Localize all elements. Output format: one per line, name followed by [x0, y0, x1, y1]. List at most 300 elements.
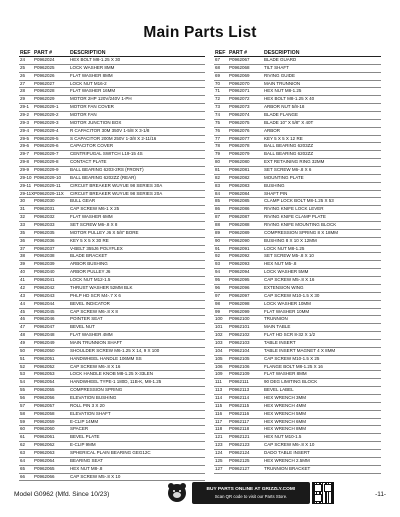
part-number: P0962114 [229, 394, 250, 400]
table-row [214, 143, 381, 151]
part-ref: 109 [215, 371, 223, 377]
table-row [214, 450, 381, 458]
part-description: HEX NUT M8-.8 [70, 465, 103, 471]
table-row [214, 198, 381, 206]
part-number: P0962100 [229, 316, 250, 322]
part-ref: 127 [215, 465, 223, 471]
part-number: P0962059 [34, 418, 55, 424]
part-number: P0962055 [34, 387, 55, 393]
part-ref: 29-5 [20, 135, 30, 141]
part-number: P0962102 [229, 332, 250, 338]
part-number: P0962052 [34, 363, 55, 369]
part-number: P0962029-10 [34, 174, 62, 180]
part-number: P0962097 [229, 292, 250, 298]
part-ref: 47 [20, 324, 26, 330]
table-row [214, 136, 381, 144]
table-row [19, 143, 205, 151]
table-row [214, 206, 381, 214]
part-ref: 45 [20, 308, 26, 314]
part-number: P0962029-4 [34, 127, 59, 133]
part-ref: 124 [215, 449, 223, 455]
part-description: HEX NUT M8-1.25 [264, 88, 302, 94]
part-number: P0962118 [229, 426, 250, 432]
table-row [19, 387, 205, 395]
part-number: P0962091 [229, 245, 250, 251]
part-description: EXT RETAINING RING 32MM [264, 159, 325, 165]
table-row [19, 309, 205, 317]
part-number: P0962077 [229, 135, 250, 141]
part-number: P0962029-7 [34, 151, 59, 157]
table-row [19, 301, 205, 309]
part-number: P0962029-6 [34, 143, 59, 149]
part-number: P0962079 [229, 151, 250, 157]
part-description: ELEVATION BUSHING [70, 394, 117, 400]
part-ref: 29-11 [20, 182, 32, 188]
part-number: P0962080 [229, 159, 250, 165]
table-row [214, 261, 381, 269]
table-row [19, 403, 205, 411]
part-ref: 105 [215, 355, 223, 361]
part-number: P0962104 [229, 347, 250, 353]
table-row [214, 151, 381, 159]
part-number: P0962115 [229, 402, 250, 408]
table-row [19, 277, 205, 285]
part-ref: 25 [20, 64, 26, 70]
table-row [19, 285, 205, 293]
part-description: HEX BOLT M8-1.25 X 30 [70, 57, 121, 62]
model-label: Model G0962 (Mfd. Since 10/23) [14, 491, 110, 498]
table-row [19, 57, 205, 65]
part-ref: 91 [215, 245, 221, 251]
part-description: LOCK WASHER 8MM [70, 64, 115, 70]
part-ref: 70 [215, 80, 221, 86]
table-row [19, 395, 205, 403]
part-number: P0962028 [34, 88, 55, 94]
part-description: BLADE FLANGE [264, 112, 299, 118]
part-number: P0962056 [34, 394, 55, 400]
part-ref: 42 [20, 284, 26, 290]
part-ref: 39 [20, 261, 26, 267]
table-row [19, 191, 205, 199]
part-ref: 29-1 [20, 104, 30, 110]
part-ref: 99 [215, 308, 221, 314]
part-number: P0962124 [229, 449, 250, 455]
part-description: KEY 5 X 5 X 30 RE [70, 237, 109, 243]
part-ref: 60 [20, 426, 26, 432]
part-description: FLAT WASHER 4MM [70, 332, 113, 338]
part-description: RIVING GUIDE [264, 72, 296, 78]
part-description: MAIN TABLE [264, 324, 291, 330]
table-row [214, 419, 381, 427]
part-ref: 121 [215, 434, 223, 440]
table-row [19, 269, 205, 277]
table-row [214, 65, 381, 73]
table-row [19, 230, 205, 238]
part-number: P0962083 [229, 182, 250, 188]
parts-table-right [214, 47, 381, 474]
part-description: HEX WRENCH 8MM [264, 426, 307, 432]
table-row [214, 411, 381, 419]
part-ref: 24 [20, 57, 26, 62]
part-description: BEVEL LABEL [264, 387, 294, 393]
part-description: HEX WRENCH 4MM [264, 402, 307, 408]
part-description: HEX NUT M5-.8 [264, 261, 297, 267]
part-ref: 103 [215, 339, 223, 345]
table-row [19, 293, 205, 301]
part-number: P0962043 [34, 292, 55, 298]
table-row [19, 112, 205, 120]
part-ref: 46 [20, 316, 26, 322]
part-number: P0962038 [34, 253, 55, 259]
part-description: FLAT WASHER 8MM [264, 371, 307, 377]
part-description: CIRCUIT BREAKER WUYUE 98 SERIES 30A [70, 182, 163, 188]
part-description: RIVING KNIFE LOCK LEVER [264, 206, 324, 212]
part-number: P0962036 [34, 237, 55, 243]
part-description: SPACER [70, 426, 89, 432]
part-description: ARBOR [264, 127, 281, 133]
part-description: SHOULDER SCREW M6-1.25 X 14, 9 X 100 [70, 347, 160, 353]
part-description: HEX WRENCH 3MM [264, 394, 307, 400]
part-number: P0962042 [34, 284, 55, 290]
table-row [19, 316, 205, 324]
table-row [19, 159, 205, 167]
part-ref: 29-11X [20, 190, 35, 196]
part-description: SET SCREW M6-.8 X 8 [70, 222, 118, 228]
part-description: CAP SCREW M5-.8 X 10 [70, 473, 121, 479]
part-number: P0962029-3 [34, 119, 59, 125]
part-description: FLAT WASHER 8MM [70, 72, 113, 78]
part-number: P0962049 [34, 339, 55, 345]
part-description: BUSHING [264, 182, 285, 188]
part-ref: 61 [20, 434, 26, 440]
part-number: P0962089 [229, 229, 250, 235]
table-body-left [19, 57, 205, 481]
part-number: P0962029-2 [34, 112, 59, 118]
table-row [19, 261, 205, 269]
table-row [214, 403, 381, 411]
grizzly-bear-logo-icon [168, 484, 186, 502]
part-ref: 33 [20, 222, 26, 228]
table-row [214, 316, 381, 324]
part-ref: 114 [215, 394, 223, 400]
table-row [214, 73, 381, 81]
part-ref: 84 [215, 190, 221, 196]
part-number: P0962087 [229, 214, 250, 220]
part-number: P0962060 [34, 426, 55, 432]
part-description: MOTOR FAN [70, 112, 97, 118]
part-ref: 29-4 [20, 127, 30, 133]
table-row [19, 340, 205, 348]
page-title: Main Parts List [143, 24, 257, 41]
part-number: P0962073 [229, 104, 250, 110]
qr-code-icon[interactable] [312, 482, 334, 504]
part-description: FLAT WASHER 16MM [70, 88, 116, 94]
part-number: P0962029-1 [34, 104, 59, 110]
part-number: P0962068 [229, 64, 250, 70]
part-ref: 92 [215, 253, 221, 259]
part-ref: 32 [20, 214, 26, 220]
part-number: P0962113 [229, 387, 250, 393]
table-row [214, 309, 381, 317]
part-description: MOTOR JUNCTION BOX [70, 119, 122, 125]
part-description: ARBOR NUT 5/8-18 [264, 104, 305, 110]
part-ref: 43 [20, 292, 26, 298]
part-description: CAP SCREW M6-.8 X 16 [70, 363, 121, 369]
part-ref: 106 [215, 363, 223, 369]
header-description: DESCRIPTION [70, 50, 106, 56]
parts-store-banner[interactable] [192, 482, 310, 504]
part-description: FLAT WASHER 10MM [264, 308, 310, 314]
part-ref: 53 [20, 371, 26, 377]
part-number: P0962050 [34, 347, 55, 353]
table-row [214, 81, 381, 89]
table-row [214, 426, 381, 434]
part-ref: 83 [215, 182, 221, 188]
table-row [214, 356, 381, 364]
part-number: P0962024 [34, 57, 55, 62]
table-row [19, 151, 205, 159]
table-row [214, 214, 381, 222]
table-row [19, 183, 205, 191]
part-number: P0962098 [229, 300, 250, 306]
part-description: MOTOR 2HP 120V/240V 1-PH [70, 96, 132, 102]
table-row [214, 293, 381, 301]
table-row [19, 65, 205, 73]
table-row [214, 230, 381, 238]
table-row [214, 269, 381, 277]
part-ref: 81 [215, 167, 221, 173]
table-row [214, 167, 381, 175]
table-row [19, 379, 205, 387]
table-row [19, 442, 205, 450]
part-ref: 123 [215, 442, 223, 448]
part-description: HEX NUT M10-1.5 [264, 434, 302, 440]
part-description: POINTER SEAT [70, 316, 103, 322]
part-number: P0962035 [34, 229, 55, 235]
table-row [214, 458, 381, 466]
part-description: CAPACITOR COVER [70, 143, 114, 149]
table-row [214, 96, 381, 104]
table-row [214, 191, 381, 199]
part-number: P0962046 [34, 316, 55, 322]
table-row [19, 175, 205, 183]
part-ref: 76 [215, 127, 221, 133]
table-row [19, 371, 205, 379]
part-number: P0962063 [34, 449, 55, 455]
part-ref: 29-6 [20, 143, 30, 149]
table-row [19, 246, 205, 254]
part-ref: 38 [20, 253, 26, 259]
part-description: SPHERICAL PLAIN BEARING GEG12C [70, 449, 151, 455]
part-ref: 82 [215, 174, 221, 180]
part-ref: 86 [215, 206, 221, 212]
part-ref: 93 [215, 261, 221, 267]
table-row [214, 183, 381, 191]
table-row [19, 419, 205, 427]
part-description: BLADE GUARD [264, 57, 297, 62]
part-description: LOCK NUT M8-1.25 [264, 245, 305, 251]
part-ref: 71 [215, 88, 221, 94]
promo-headline: BUY PARTS ONLINE AT GRIZZLY.COM! [206, 487, 296, 492]
part-number: P0962039 [34, 261, 55, 267]
part-description: MAIN TRUNNION SHAFT [70, 339, 123, 345]
table-row [19, 167, 205, 175]
part-number: P0962116 [229, 410, 250, 416]
part-number: P0962070 [229, 80, 250, 86]
part-ref: 36 [20, 237, 26, 243]
part-description: HEX WRENCH 5MM [264, 410, 307, 416]
part-number: P0962033 [34, 222, 55, 228]
table-row [214, 340, 381, 348]
part-number: P0962096 [229, 284, 250, 290]
part-description: LOCK WASHER 10MM [264, 300, 311, 306]
part-ref: 31 [20, 206, 26, 212]
part-ref: 73 [215, 104, 221, 110]
part-ref: 58 [20, 410, 26, 416]
part-description: BULL GEAR [70, 198, 96, 204]
part-number: P0962026 [34, 72, 55, 78]
part-description: LOCK NUT M12-1.5 [70, 277, 111, 283]
part-description: CAP SCREW M6-.8 X 10 [264, 442, 315, 448]
part-ref: 66 [20, 473, 26, 479]
page-footer [14, 482, 386, 506]
table-row [19, 96, 205, 104]
part-description: FLAT WASHER 6MM [70, 214, 113, 220]
part-number: P0962086 [229, 206, 250, 212]
part-description: TRUNNION BRACKET [264, 465, 311, 471]
table-row [19, 474, 205, 482]
part-number: P0962031 [34, 206, 55, 212]
part-number: P0962029-11X [34, 190, 64, 196]
table-row [19, 324, 205, 332]
part-description: BLADE BRACKET [70, 253, 108, 259]
part-description: HANDWHEEL TYPE-1 180D, 11B-K, M8-1.25 [70, 379, 162, 385]
part-ref: 63 [20, 449, 26, 455]
part-number: P0962081 [229, 167, 250, 173]
part-ref: 113 [215, 387, 223, 393]
part-description: RIVING KNIFE MOUNTING BLOCK [264, 222, 337, 228]
part-ref: 29-3 [20, 119, 30, 125]
part-description: CAP SCREW M10-1.5 X 30 [264, 292, 320, 298]
table-row [19, 426, 205, 434]
part-description: CLAMP LOCK BOLT M8-1.25 X 53 [264, 198, 334, 204]
part-ref: 94 [215, 269, 221, 275]
part-ref: 72 [215, 96, 221, 102]
table-row [19, 214, 205, 222]
part-description: MOTOR PULLEY J6 X 5/8" BORE [70, 229, 139, 235]
part-description: SET SCREW M6-.8 X 6 [264, 167, 312, 173]
part-description: COMPRESSION SPRING 8 X 18MM [264, 229, 339, 235]
table-row [19, 128, 205, 136]
table-row [214, 57, 381, 65]
part-ref: 29-10 [20, 174, 32, 180]
part-ref: 80 [215, 159, 221, 165]
header-part: PART # [229, 50, 248, 56]
part-description: S CAPACITOR 200M 250V 1-3/8 X 2-11/16 [70, 135, 157, 141]
part-description: COMPRESSION SPRING [70, 387, 123, 393]
part-number: P0962093 [229, 261, 250, 267]
part-description: MOTOR FAN COVER [70, 104, 114, 110]
part-description: R CAPACITOR 30M 350V 1-5/8 X 3-1/8 [70, 127, 150, 133]
part-ref: 67 [215, 57, 221, 62]
part-description: MAIN TRUNNION [264, 80, 301, 86]
part-number: P0962121 [229, 434, 250, 440]
part-description: BUSHING 8 X 10 X 12MM [264, 237, 317, 243]
part-ref: 100 [215, 316, 223, 322]
part-ref: 90 [215, 237, 221, 243]
part-ref: 50 [20, 347, 26, 353]
part-number: P0962092 [229, 253, 250, 259]
part-number: P0962025 [34, 64, 55, 70]
part-description: BEARING SEAT [70, 457, 103, 463]
table-row [214, 442, 381, 450]
part-description: ELEVATION SHAFT [70, 410, 111, 416]
table-row [214, 88, 381, 96]
part-number: P0962065 [34, 465, 55, 471]
part-description: E-CLIP 9MM [70, 442, 96, 448]
part-number: P0962062 [34, 442, 55, 448]
part-description: BALL BEARING 6202ZZ (REAR) [70, 174, 136, 180]
part-description: BLADE 10" X 5/8" X 40T [264, 119, 314, 125]
part-ref: 26 [20, 72, 26, 78]
part-ref: 55 [20, 387, 26, 393]
part-description: EXTENSION WING [264, 284, 304, 290]
table-row [214, 466, 381, 474]
part-ref: 54 [20, 379, 26, 385]
table-row [19, 81, 205, 89]
part-ref: 75 [215, 119, 221, 125]
part-number: P0962040 [34, 269, 55, 275]
part-number: P0962069 [229, 72, 250, 78]
part-number: P0962037 [34, 245, 55, 251]
part-number: P0962051 [34, 355, 55, 361]
part-ref: 89 [215, 229, 221, 235]
part-ref: 29-8 [20, 159, 30, 165]
part-number: P0962067 [229, 57, 250, 62]
page-number: -11- [375, 491, 386, 498]
part-number: P0962029-11 [34, 182, 61, 188]
part-description: V-BELT 355J6 POLYFLEX [70, 245, 123, 251]
table-row [19, 120, 205, 128]
part-description: BEVEL INDICATOR [70, 300, 110, 306]
part-ref: 64 [20, 457, 26, 463]
table-row [19, 348, 205, 356]
part-number: P0962117 [229, 418, 250, 424]
part-number: P0962058 [34, 410, 55, 416]
part-ref: 62 [20, 442, 26, 448]
part-ref: 30 [20, 198, 26, 204]
table-header [19, 47, 205, 57]
part-description: CAP SCREW M5-.8 X 16 [264, 277, 315, 283]
part-description: ROLL PIN 3 X 20 [70, 402, 105, 408]
part-ref: 96 [215, 284, 221, 290]
part-number: P0962074 [229, 112, 250, 118]
part-number: P0962041 [34, 277, 55, 283]
part-number: P0962071 [229, 88, 250, 94]
part-number: P0962076 [229, 127, 250, 133]
part-ref: 87 [215, 214, 221, 220]
part-ref: 56 [20, 394, 26, 400]
part-number: P0962085 [229, 198, 250, 204]
part-description: BALL BEARING 6203ZZ [264, 143, 314, 149]
table-row [214, 285, 381, 293]
table-row [19, 466, 205, 474]
part-description: SHAFT PIN [264, 190, 288, 196]
table-row [19, 434, 205, 442]
table-row [19, 198, 205, 206]
part-number: P0962075 [229, 119, 250, 125]
part-ref: 95 [215, 277, 221, 283]
